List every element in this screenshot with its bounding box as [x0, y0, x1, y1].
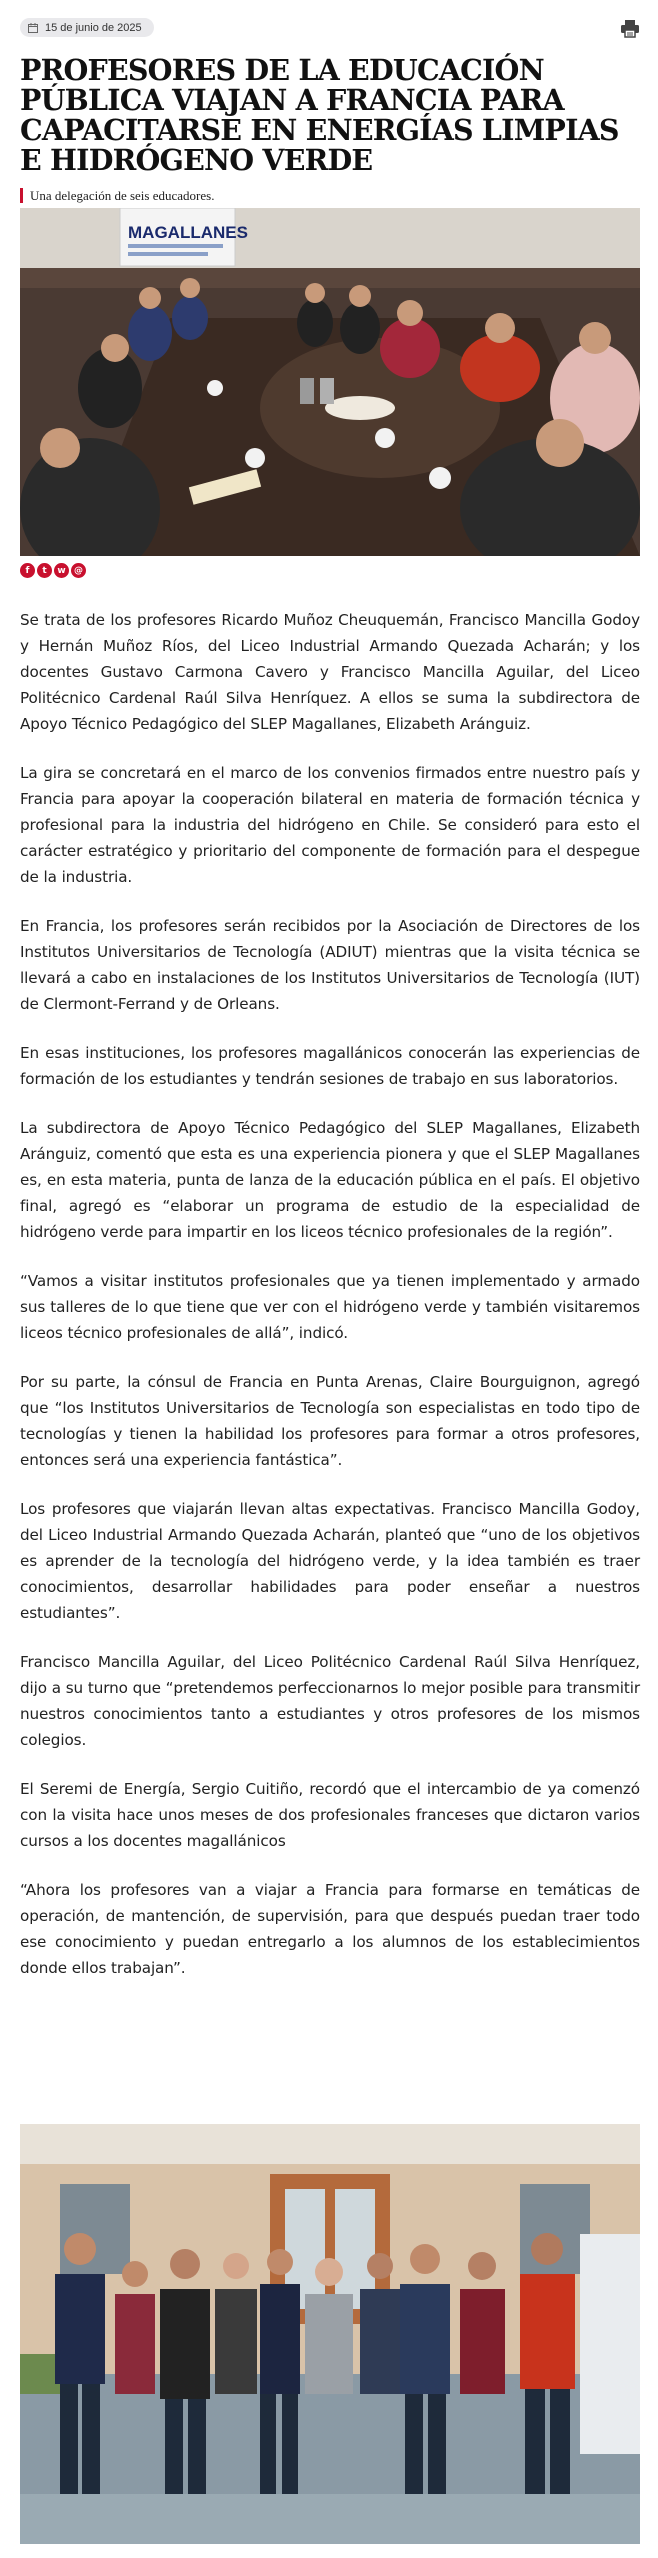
- paragraph: “Ahora los profesores van a viajar a Francia para formarse en temáticas de operación, de mantención, de supervisión, para que después puedan traer todo ese conocimiento y puedan entregarlo a los alumnos de los establecimientos donde ellos trabajan”.: [20, 1881, 640, 1977]
- date-badge: [20, 18, 154, 37]
- paragraph: Los profesores que viajarán llevan altas expectativas. Francisco Mancilla Godoy, del Liceo Industrial Armando Quezada Acharán, planteó que “uno de los objetivos es aprender de la tecnología del hidrógeno verde, y la idea también es traer conocimientos, desarrollar habilidades para poder enseñar a nuestros estudiantes”.: [20, 1500, 640, 1622]
- paragraph: Se trata de los profesores Ricardo Muñoz Cheuquemán, Francisco Mancilla Godoy y Hernán Muñoz Ríos, del Liceo Industrial Armando Quezada Acharán; y los docentes Gustavo Carmona Cavero y Francisco Mancilla Aguilar, del Liceo Politécnico Cardenal Raúl Silva Henríquez. A ellos se suma la subdirectora de Apoyo Técnico Pedagógico del SLEP Magallanes, Elizabeth Aránguiz.: [20, 611, 640, 733]
- paragraph: Francisco Mancilla Aguilar, del Liceo Politécnico Cardenal Raúl Silva Henríquez, dijo a su turno que “pretendemos perfeccionarnos lo mejor posible para transmitir nuestros conocimientos tanto a estudiantes y otros profesores de los mismos colegios.: [20, 1653, 640, 1749]
- paragraph: La gira se concretará en el marco de los convenios firmados entre nuestro país y Francia para apoyar la cooperación bilateral en materia de formación técnica y profesional para la industria del hidrógeno en Chile. Se consideró para esto el carácter estratégico y prioritario del componente de formación para el despegue de la industria.: [20, 764, 640, 886]
- paragraph: En esas instituciones, los profesores magallánicos conocerán las experiencias de formación de los estudiantes y tendrán sesiones de trabajo en sus laboratorios.: [20, 1044, 640, 1088]
- twitter-icon[interactable]: t: [37, 563, 52, 578]
- paragraph: En Francia, los profesores serán recibidos por la Asociación de Directores de los Institutos Universitarios de Tecnología (ADIUT) mientras que la visita técnica se llevará a cabo en instalaciones de los Institutos Universitarios de Tecnología (IUT) de Clermont-Ferrand y de Orleans.: [20, 917, 640, 1013]
- paragraph: Por su parte, la cónsul de Francia en Punta Arenas, Claire Bourguignon, agregó que “los Institutos Universitarios de Tecnología son especialistas en todo tipo de tecnologías y tienen la habilidad los profesores para formar a otros profesores, entonces será una experiencia fantástica”.: [20, 1373, 640, 1469]
- share-buttons: [20, 563, 86, 578]
- paragraph: La subdirectora de Apoyo Técnico Pedagógico del SLEP Magallanes, Elizabeth Aránguiz, comentó que esta es una experiencia pionera y que el SLEP Magallanes es, en esta materia, punta de lanza de la educación pública en el país. El objetivo final, agregó es “elaborar un programa de estudio de la especialidad de hidrógeno verde para impartir en los liceos técnico profesionales de la región”.: [20, 1119, 640, 1241]
- facebook-icon[interactable]: f: [20, 563, 35, 578]
- whatsapp-icon[interactable]: w: [54, 563, 69, 578]
- hero-banner-text: MAGALLANES: [128, 223, 248, 242]
- article-subtitle: Una delegación de seis educadores.: [20, 188, 214, 203]
- article-title: PROFESORES DE LA EDUCACIÓN PÚBLICA VIAJAN A FRANCIA PARA CAPACITARSE EN ENERGÍAS LIMPIAS E HIDRÓGENO VERDE: [20, 53, 619, 177]
- paragraph: El Seremi de Energía, Sergio Cuitiño, recordó que el intercambio de ya comenzó con la visita hace unos meses de dos profesionales franceses que dictaron varios cursos a los docentes magallánicos: [20, 1780, 640, 1850]
- calendar-icon: [28, 23, 38, 33]
- article-body: [20, 607, 640, 2004]
- paragraph: “Vamos a visitar institutos profesionales que ya tienen implementado y armado sus talleres de lo que tiene que ver con el hidrógeno verde y también visitaremos liceos técnico profesionales de allá”, indicó.: [20, 1272, 640, 1342]
- hero-photo: [20, 208, 640, 556]
- printer-icon[interactable]: [620, 18, 640, 38]
- group-photo: [20, 2124, 640, 2544]
- publish-date: 15 de junio de 2025: [45, 21, 142, 34]
- email-icon[interactable]: @: [71, 563, 86, 578]
- article-toolbar: [20, 18, 640, 40]
